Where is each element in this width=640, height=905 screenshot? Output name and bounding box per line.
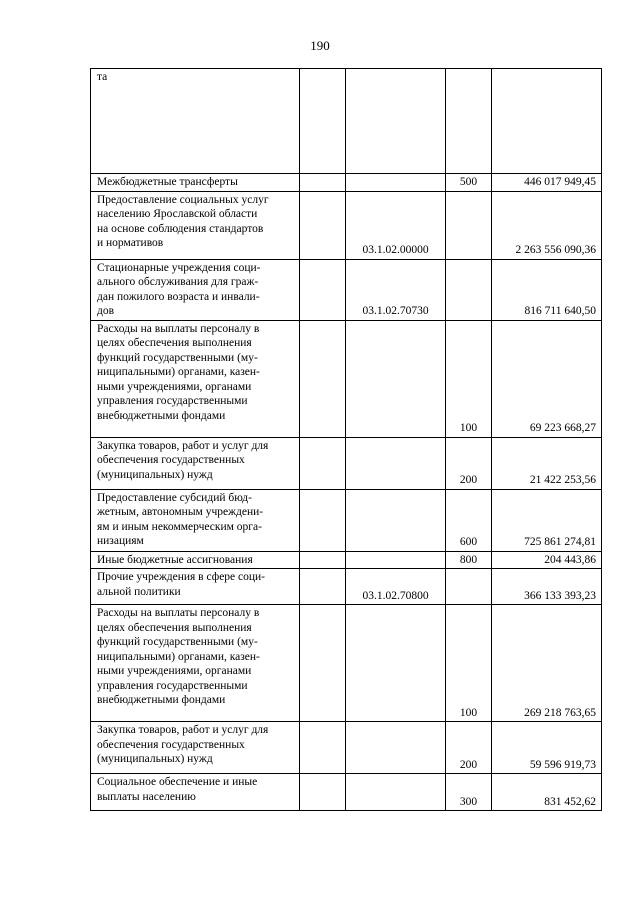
row-empty-cell xyxy=(300,437,346,489)
row-amount: 725 861 274,81 xyxy=(492,489,602,551)
row-name: Прочие учреждения в сфере соци- альной политики xyxy=(91,569,300,605)
row-name: Расходы на выплаты персоналу в целях обеспечения выполнения функций государственными (му- ниципальными) органами, казен- ными учреждениями, органами управления государственными внебюджетными фондами xyxy=(91,605,300,722)
row-name: Иные бюджетные ассигнования xyxy=(91,551,300,569)
row-code xyxy=(346,437,446,489)
row-expense-type: 200 xyxy=(446,437,492,489)
row-amount: 204 443,86 xyxy=(492,551,602,569)
table-row xyxy=(91,551,602,569)
row-code xyxy=(346,605,446,722)
table-row xyxy=(91,489,602,551)
row-empty-cell xyxy=(300,69,346,174)
row-name: Закупка товаров, работ и услуг для обеспечения государственных (муниципальных) нужд xyxy=(91,437,300,489)
table-row xyxy=(91,191,602,259)
row-name: та xyxy=(91,69,300,174)
table-row xyxy=(91,605,602,722)
row-expense-type: 100 xyxy=(446,320,492,437)
table-row xyxy=(91,774,602,811)
row-empty-cell xyxy=(300,191,346,259)
row-name: Предоставление социальных услуг населению Ярославской области на основе соблюдения стандартов и нормативов xyxy=(91,191,300,259)
row-amount: 816 711 640,50 xyxy=(492,259,602,320)
row-name: Межбюджетные трансферты xyxy=(91,174,300,192)
row-name: Социальное обеспечение и иные выплаты населению xyxy=(91,774,300,811)
table-row xyxy=(91,437,602,489)
page-number: 190 xyxy=(310,38,330,53)
row-empty-cell xyxy=(300,605,346,722)
row-expense-type xyxy=(446,191,492,259)
row-code: 03.1.02.70730 xyxy=(346,259,446,320)
row-name: Расходы на выплаты персоналу в целях обеспечения выполнения функций государственными (му- ниципальными) органами, казен- ными учреждениями, органами управления государственными внебюджетными фондами xyxy=(91,320,300,437)
row-code xyxy=(346,551,446,569)
budget-table-body xyxy=(91,69,602,811)
row-amount: 269 218 763,65 xyxy=(492,605,602,722)
row-expense-type xyxy=(446,69,492,174)
row-empty-cell xyxy=(300,174,346,192)
row-amount: 59 596 919,73 xyxy=(492,722,602,774)
row-code xyxy=(346,489,446,551)
row-code xyxy=(346,774,446,811)
row-empty-cell xyxy=(300,569,346,605)
row-empty-cell xyxy=(300,774,346,811)
row-code xyxy=(346,174,446,192)
row-amount: 21 422 253,56 xyxy=(492,437,602,489)
row-name: Стационарные учреждения соци- ального обслуживания для граж- дан пожилого возраста и инвали- дов xyxy=(91,259,300,320)
row-expense-type: 600 xyxy=(446,489,492,551)
row-expense-type: 300 xyxy=(446,774,492,811)
row-code: 03.1.02.70800 xyxy=(346,569,446,605)
row-expense-type: 200 xyxy=(446,722,492,774)
table-row xyxy=(91,259,602,320)
row-empty-cell xyxy=(300,489,346,551)
table-row xyxy=(91,722,602,774)
row-code xyxy=(346,69,446,174)
row-expense-type xyxy=(446,259,492,320)
row-amount: 831 452,62 xyxy=(492,774,602,811)
row-expense-type: 100 xyxy=(446,605,492,722)
row-empty-cell xyxy=(300,259,346,320)
row-amount: 446 017 949,45 xyxy=(492,174,602,192)
row-empty-cell xyxy=(300,551,346,569)
row-code xyxy=(346,722,446,774)
table-row xyxy=(91,569,602,605)
row-expense-type: 500 xyxy=(446,174,492,192)
row-empty-cell xyxy=(300,320,346,437)
row-expense-type: 800 xyxy=(446,551,492,569)
row-amount: 366 133 393,23 xyxy=(492,569,602,605)
table-row xyxy=(91,320,602,437)
row-amount: 2 263 556 090,36 xyxy=(492,191,602,259)
row-expense-type xyxy=(446,569,492,605)
table-row xyxy=(91,69,602,174)
table-row xyxy=(91,174,602,192)
row-code xyxy=(346,320,446,437)
row-amount: 69 223 668,27 xyxy=(492,320,602,437)
row-empty-cell xyxy=(300,722,346,774)
row-name: Предоставление субсидий бюд- жетным, автономным учреждени- ям и иным некоммерческим орга- низациям xyxy=(91,489,300,551)
row-name: Закупка товаров, работ и услуг для обеспечения государственных (муниципальных) нужд xyxy=(91,722,300,774)
row-code: 03.1.02.00000 xyxy=(346,191,446,259)
budget-table xyxy=(90,68,602,811)
row-amount xyxy=(492,69,602,174)
